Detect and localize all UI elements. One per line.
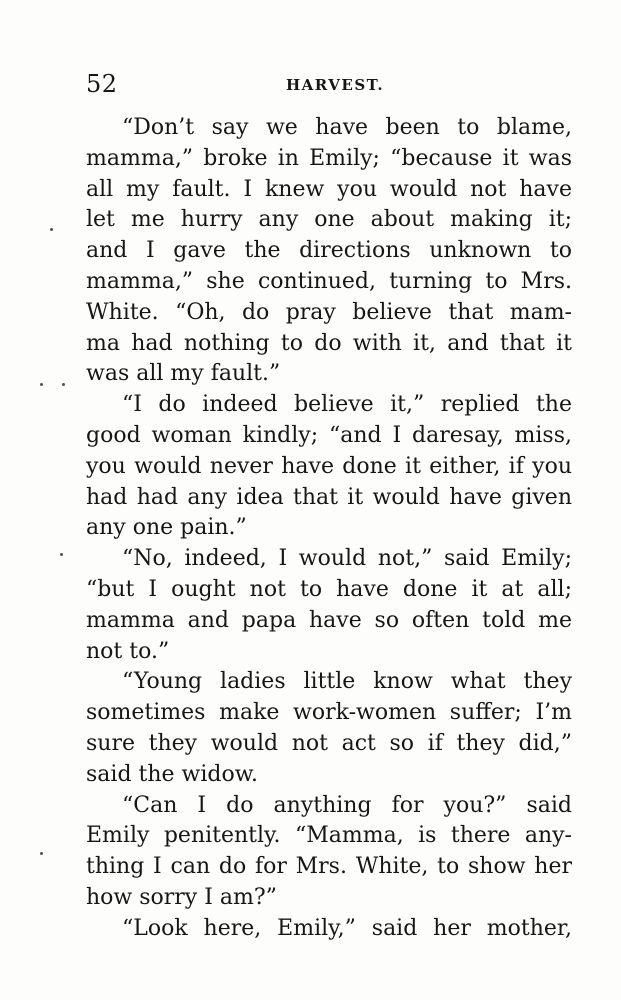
- margin-speck: [40, 383, 43, 386]
- text-line: how sorry I am?”: [86, 884, 277, 910]
- margin-speck: [62, 383, 65, 386]
- text-line: had had any idea that it would have given: [86, 484, 572, 510]
- text-line: ma had nothing to do with it, and that it: [86, 330, 572, 356]
- page-header: [86, 70, 570, 100]
- text-line: “I do indeed believe it,” replied the: [122, 392, 572, 418]
- text-line: mamma,” she continued, turning to Mrs.: [86, 268, 572, 294]
- text-line: mamma and papa have so often told me: [86, 607, 572, 633]
- text-line: “Young ladies little know what they: [122, 669, 572, 695]
- text-line: “but I ought not to have done it at all;: [86, 576, 572, 602]
- text-line: “Can I do anything for you?” said: [122, 792, 572, 818]
- text-line: “Don’t say we have been to blame,: [122, 115, 572, 140]
- margin-speck: [40, 852, 43, 855]
- text-line: was all my fault.”: [86, 361, 281, 387]
- body-text: [86, 113, 572, 945]
- text-line: thing I can do for Mrs. White, to show her: [86, 854, 572, 880]
- text-line: sometimes make work-women suffer; I’m: [86, 700, 572, 726]
- text-line: White. “Oh, do pray believe that mam-: [86, 299, 572, 325]
- text-line: “Look here, Emily,” said her mother,: [122, 915, 572, 941]
- margin-speck: [50, 228, 53, 231]
- running-head: HARVEST.: [286, 76, 385, 94]
- text-line: you would never have done it either, if you: [86, 453, 572, 479]
- text-line: said the widow.: [86, 761, 258, 787]
- text-line: and I gave the directions unknown to: [86, 238, 572, 264]
- text-line: let me hurry any one about making it;: [86, 207, 572, 233]
- text-line: not to.”: [86, 638, 170, 664]
- text-line: good woman kindly; “and I daresay, miss,: [86, 422, 572, 448]
- text-line: any one pain.”: [86, 515, 247, 541]
- text-line: sure they would not act so if they did,”: [86, 730, 572, 756]
- text-line: “No, indeed, I would not,” said Emily;: [122, 546, 572, 572]
- text-line: all my fault. I knew you would not have: [86, 176, 572, 202]
- page-number: 52: [86, 70, 118, 98]
- text-line: Emily penitently. “Mamma, is there any-: [86, 823, 572, 849]
- margin-speck: [60, 553, 63, 556]
- text-line: mamma,” broke in Emily; “because it was: [86, 145, 572, 171]
